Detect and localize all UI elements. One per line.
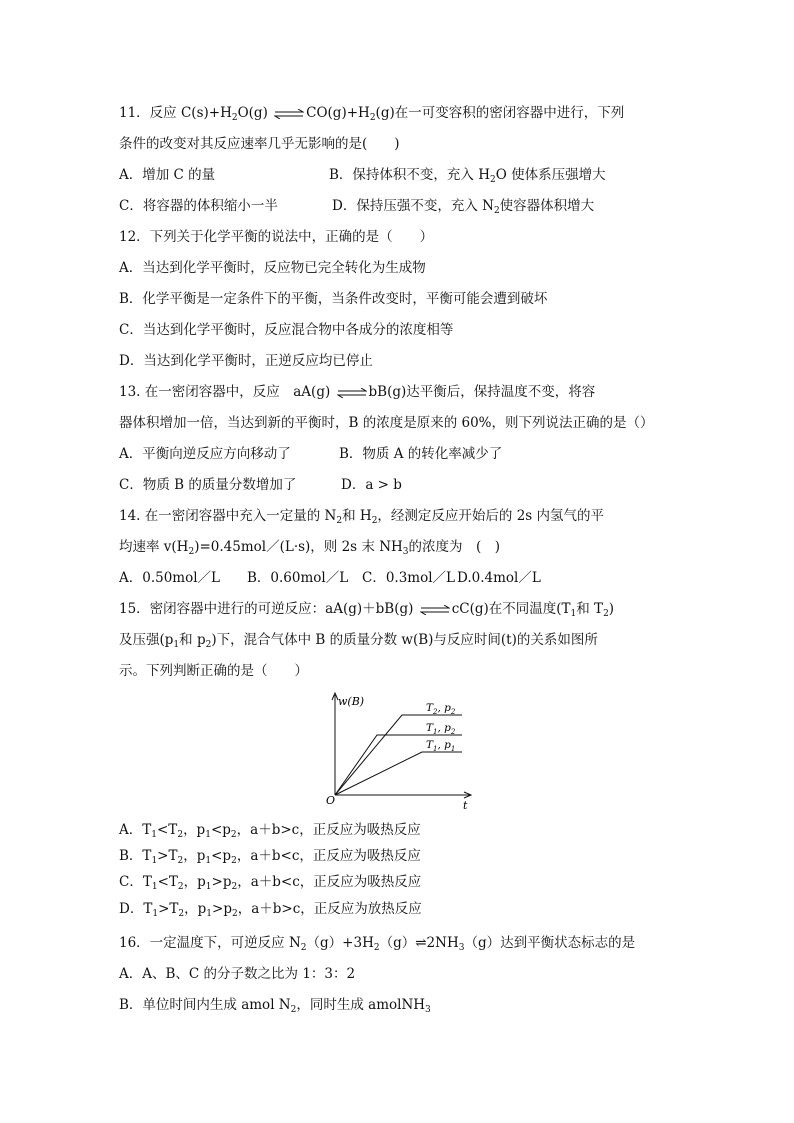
q15-option-a[interactable]: A．$T_1<T_2$，$p_1<p_2$，a＋b>c，正反应为吸热反应: [119, 822, 421, 840]
q11-option-c[interactable]: C．将容器的体积缩小一半: [119, 198, 278, 214]
q11-stem-line1: 11．反应 $C(s)+H_2O(g)$ $CO(g)+H_2(g)$在一可变容积的密闭容器中进行，下列: [119, 105, 625, 123]
q12-stem: 12．下列关于化学平衡的说法中，正确的是（ ）: [119, 229, 434, 245]
equilibrium-arrow-icon: [274, 109, 304, 119]
q15-option-c[interactable]: C．$T_1<T_2$，$p_1>p_2$，a＋b<c，正反应为吸热反应: [119, 874, 422, 892]
q13-stem-line1: 13. 在一密闭容器中，反应 aA(g) bB(g)达平衡后，保持温度不变，将容: [119, 384, 596, 400]
q13-options-row2: [119, 476, 402, 494]
q12-option-d[interactable]: D．当达到化学平衡时，正逆反应均已停止: [119, 353, 373, 369]
equilibrium-arrow-icon: [337, 388, 367, 398]
q13-option-c[interactable]: C．物质 B 的质量分数增加了: [119, 477, 297, 493]
q11-option-d[interactable]: D．保持压强不变，充入 $N_2$使容器体积增大: [332, 198, 595, 216]
q14-stem-line2: 均速率 $v(H_2)=0.45mol/(L\cdot s)$，则 2s 末 $NH_3$的浓度为 ( ): [119, 539, 501, 557]
equilibrium-arrow-icon: [420, 605, 450, 615]
q13-option-a[interactable]: A．平衡向逆反应方向移动了: [119, 446, 291, 462]
y-axis-label: w(B): [338, 695, 365, 708]
q12-option-b[interactable]: B．化学平衡是一定条件下的平衡，当条件改变时，平衡可能会遭到破坏: [119, 291, 548, 307]
q16-option-a[interactable]: A．A、B、C 的分子数之比为 1：3：2: [119, 966, 356, 982]
q14-option-d[interactable]: D.0.4mol／L: [457, 570, 541, 586]
q15-stem-line1: 15．密闭容器中进行的可逆反应：aA(g)＋bB(g) cC(g)在不同温度($T_1$和 $T_2$): [119, 601, 615, 619]
q15-stem-line3: 示。下列判断正确的是（ ）: [119, 663, 308, 679]
q15-option-b[interactable]: B．$T_1>T_2$，$p_1<p_2$，a＋b<c，正反应为吸热反应: [119, 848, 421, 866]
q15-stem-line2: 及压强($p_1$和 $p_2$)下，混合气体中 B 的质量分数 w(B)与反应时间(t)的关系如图所: [119, 632, 598, 650]
q11-options-row2: [119, 197, 594, 215]
curve-label-t1-p1: $T_1$, $p_1$: [426, 739, 456, 753]
q13-option-d[interactable]: D．a > b: [341, 477, 402, 493]
q16-stem: 16．一定温度下，可逆反应 $N_2(g)+3H_2(g)\rightleftharpoons 2NH_3(g)$达到平衡状态标志的是: [119, 935, 636, 953]
q13-option-b[interactable]: B．物质 A 的转化率减少了: [339, 446, 503, 462]
q11-option-b[interactable]: B．保持体积不变，充入 $H_2O$ 使体系压强增大: [329, 167, 606, 185]
x-axis-label: t: [463, 799, 468, 810]
q11-option-a[interactable]: A．增加 C 的量: [119, 167, 216, 183]
q13-options-row1: [119, 445, 502, 463]
q15-option-d[interactable]: D．$T_1>T_2$，$p_1>p_2$，a＋b>c，正反应为放热反应: [119, 901, 422, 919]
curve-label-t1-p2: $T_1$, $p_2$: [426, 722, 456, 736]
q14-stem-line1: 14. 在一密闭容器中充入一定量的 $N_2$和 $H_2$，经测定反应开始后的 2s 内氢气的平: [119, 508, 605, 526]
q16-option-b[interactable]: B．单位时间内生成 amol $N_2$，同时生成 amolNH$_3$: [119, 997, 431, 1015]
q15-wb-time-graph: [310, 685, 480, 810]
q14-option-b[interactable]: B．0.60mol／L: [247, 570, 349, 586]
q11-stem-line2: 条件的改变对其反应速率几乎无影响的是( ): [119, 136, 400, 152]
q13-stem-line2: 器体积增加一倍，当达到新的平衡时，B 的浓度是原来的 60%，则下列说法正确的是（）: [119, 415, 654, 431]
origin-label: O: [326, 794, 336, 807]
q12-option-c[interactable]: C．当达到化学平衡时，反应混合物中各成分的浓度相等: [119, 322, 454, 338]
q14-option-a[interactable]: A．0.50mol／L: [119, 570, 221, 586]
q14-option-c[interactable]: C．0.3mol／L: [362, 570, 456, 586]
curve-label-t2-p2: $T_2$, $p_2$: [426, 702, 456, 716]
q14-options-row: [119, 569, 541, 587]
q11-options-row1: [119, 166, 606, 184]
q12-option-a[interactable]: A．当达到化学平衡时，反应物已完全转化为生成物: [119, 260, 426, 276]
curve-t1-p1: [335, 752, 462, 795]
